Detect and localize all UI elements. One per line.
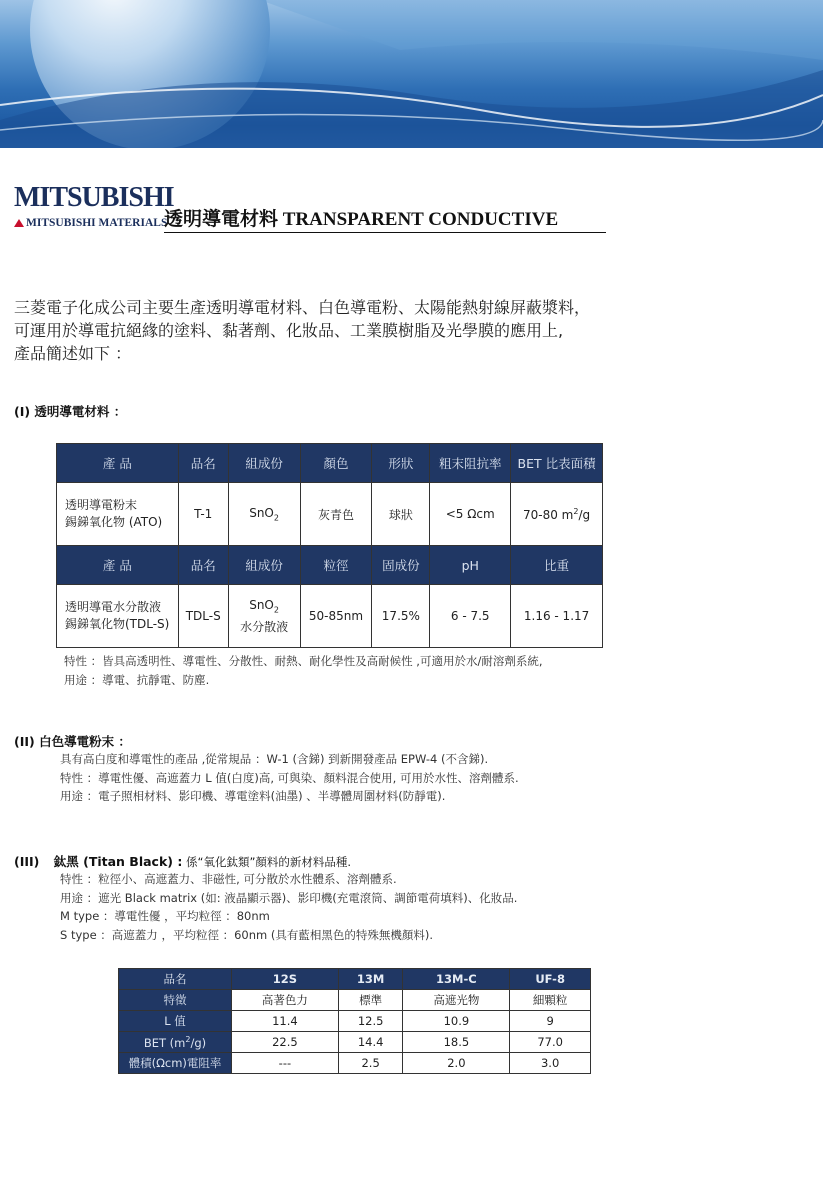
ph-cell: 6 - 7.5 (430, 585, 511, 648)
comp-sub: 2 (273, 513, 279, 523)
section-1-notes (64, 652, 543, 689)
header-cell: 顏色 (300, 444, 372, 483)
bet-cell (511, 483, 603, 546)
table-cell: 9 (510, 1011, 591, 1032)
header-cell: 固成份 (372, 546, 430, 585)
section-3-number: (III) (14, 854, 40, 869)
table-cell: 2.0 (403, 1053, 510, 1074)
gravity-cell: 1.16 - 1.17 (511, 585, 603, 648)
page-title: 透明導電材料 TRANSPARENT CONDUCTIVE (164, 208, 606, 233)
logo-sub (14, 216, 168, 230)
product-line: 透明導電水分散液 (65, 600, 162, 614)
section-2-notes (60, 750, 519, 806)
solid-cell: 17.5% (372, 585, 430, 648)
color-cell: 灰青色 (300, 483, 372, 546)
note-line: 用途 ：導電、抗靜電、防塵. (64, 672, 210, 687)
product-line: 錫銻氧化物 (ATO) (65, 515, 163, 529)
table-row (57, 585, 603, 648)
table-cell: 標準 (338, 990, 403, 1011)
section-3-desc: 係“氧化鈦類”顏料的新材料品種. (182, 855, 352, 869)
section-2-heading: (II) 白色導電粉末 ： (14, 734, 131, 749)
logo-sub-text: MITSUBISHI MATERIALS (26, 217, 168, 229)
size-cell: 50-85nm (300, 585, 372, 648)
comp-sub: 2 (273, 605, 279, 615)
table-cell: 細顆粒 (510, 990, 591, 1011)
table-cell: 22.5 (232, 1032, 339, 1053)
banner-art (0, 0, 823, 148)
table-cell: 10.9 (403, 1011, 510, 1032)
header-cell: 粗末阻抗率 (430, 444, 511, 483)
section-3-heading (14, 852, 351, 870)
comp-main: SnO (249, 598, 274, 613)
note-line: S type ：高遮蓋力 ，平均粒徑 ：60nm (具有藍相黑色的特殊無機顏料). (60, 927, 434, 942)
table-row (57, 483, 603, 546)
product-line: 錫銻氧化物(TDL-S) (65, 617, 170, 631)
table-header-row (57, 546, 603, 585)
row-label: 體積(Ωcm)電阻率 (119, 1053, 232, 1074)
header-cell: 產 品 (57, 546, 179, 585)
bet-tail: /g (578, 507, 591, 522)
header-cell: 組成份 (228, 444, 300, 483)
section-1-heading: (I) 透明導電材料 ： (14, 404, 127, 419)
label-tail: /g) (190, 1035, 207, 1050)
header-cell: 13M (338, 969, 403, 990)
table-header-row (57, 444, 603, 483)
header-banner (0, 0, 823, 148)
name-cell: TDL-S (178, 585, 228, 648)
table-cell: 77.0 (510, 1032, 591, 1053)
table-row (119, 1011, 591, 1032)
note-line: 特性 ：粒徑小、高遮蓋力、非磁性, 可分散於水性體系、溶劑體系. (60, 872, 397, 886)
row-label (119, 1032, 232, 1053)
note-line: 具有高白度和導電性的產品 ,從常規品 ：W-1 (含銻) 到新開發產品 EPW-4 (不含銻). (60, 752, 489, 766)
table-cell: 3.0 (510, 1053, 591, 1074)
diamond-icon (14, 219, 24, 227)
label-main: BET (m (143, 1035, 186, 1050)
table-cell: 12.5 (338, 1011, 403, 1032)
titan-black-table (118, 968, 591, 1074)
intro-paragraph (14, 296, 814, 365)
header-cell: 比重 (511, 546, 603, 585)
header-cell: 12S (232, 969, 339, 990)
table-row (119, 990, 591, 1011)
comp-line2: 水分散液 (240, 619, 289, 634)
bet-main: 70-80 m (523, 507, 574, 522)
bet-sup: 2 (573, 506, 579, 516)
name-cell: T-1 (178, 483, 228, 546)
header-cell: 品名 (119, 969, 232, 990)
section-3-title: 鈦黑 (Titan Black) : (53, 854, 183, 869)
note-line: M type ：導電性優 ，平均粒徑 ：80nm (60, 909, 270, 923)
section-3-notes (60, 870, 517, 944)
table-cell: 高遮光物 (403, 990, 510, 1011)
composition-cell (228, 483, 300, 546)
header-cell: pH (430, 546, 511, 585)
note-line: 特性 ：皆具高透明性、導電性、分散性、耐熱、耐化學性及高耐候性 ,可適用於水/耐溶劑系統, (64, 654, 543, 668)
intro-line: 三菱電子化成公司主要生產透明導電材料、白色導電粉、太陽能熱射線屏蔽漿料， (14, 298, 591, 317)
header-cell: 形狀 (372, 444, 430, 483)
note-line: 特性 ：導電性優、高遮蓋力 L 值(白度)高, 可與染、顏料混合使用, 可用於水性、溶劑體系. (60, 770, 519, 785)
comp-main: SnO (249, 505, 274, 520)
table-cell: 11.4 (232, 1011, 339, 1032)
note-line: 用途 ：遮光 Black matrix (如: 液晶顯示器)、影印機(充電滾筒、調節電荷填料)、化妝品. (60, 890, 518, 905)
intro-line: 可運用於導電抗絕緣的塗料、黏著劑、化妝品、工業膜樹脂及光學膜的應用上, (14, 321, 564, 340)
table-cell: --- (232, 1053, 339, 1074)
product-line: 透明導電粉末 (65, 498, 138, 512)
shape-cell: 球狀 (372, 483, 430, 546)
row-label: L 值 (119, 1011, 232, 1032)
logo-mark: MITSUBISHI (14, 182, 174, 213)
row-label: 特徵 (119, 990, 232, 1011)
header-cell: 產 品 (57, 444, 179, 483)
header-cell: 品名 (178, 546, 228, 585)
product-cell (57, 585, 179, 648)
note-line: 用途 ：電子照相材料、影印機、導電塗料(油墨) 、半導體周圍材料(防靜電). (60, 789, 446, 803)
header-cell: 13M-C (403, 969, 510, 990)
table-cell: 18.5 (403, 1032, 510, 1053)
conductive-material-table (56, 443, 603, 648)
mitsubishi-logo (14, 182, 174, 230)
header-cell: BET 比表面積 (511, 444, 603, 483)
table-header-row (119, 969, 591, 990)
composition-cell (228, 585, 300, 648)
header-cell: UF-8 (510, 969, 591, 990)
table-row (119, 1053, 591, 1074)
table-cell: 14.4 (338, 1032, 403, 1053)
label-sup: 2 (185, 1034, 191, 1044)
intro-line: 產品簡述如下 ： (14, 344, 132, 363)
resistivity-cell: <5 Ωcm (430, 483, 511, 546)
table-row (119, 1032, 591, 1053)
product-cell (57, 483, 179, 546)
table-cell: 2.5 (338, 1053, 403, 1074)
table-cell: 高著色力 (232, 990, 339, 1011)
header-cell: 品名 (178, 444, 228, 483)
header-cell: 粒徑 (300, 546, 372, 585)
header-cell: 組成份 (228, 546, 300, 585)
